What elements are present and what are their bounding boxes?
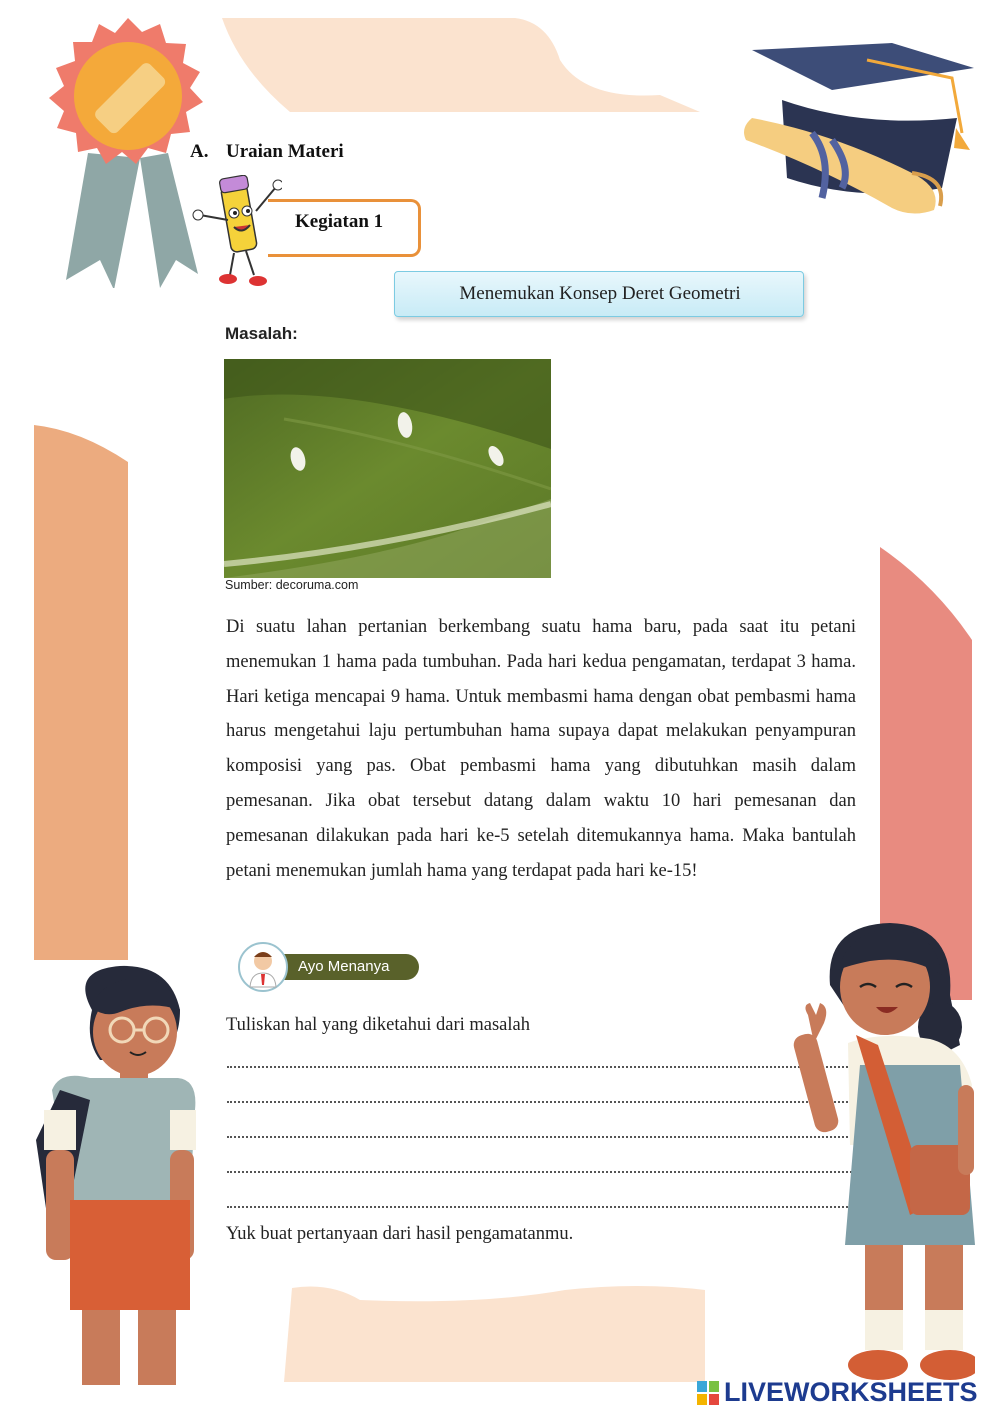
answer-line[interactable] bbox=[227, 1136, 855, 1138]
liveworksheets-brand[interactable]: LIVEWORKSHEETS bbox=[724, 1377, 978, 1407]
topic-title: Menemukan Konsep Deret Geometri bbox=[459, 283, 741, 304]
image-source-caption: Sumber: decoruma.com bbox=[225, 578, 359, 592]
answer-line[interactable] bbox=[227, 1206, 855, 1208]
prompt-known: Tuliskan hal yang diketahui dari masalah bbox=[226, 1015, 530, 1035]
section-heading bbox=[190, 141, 344, 163]
graduation-cap-icon bbox=[742, 38, 977, 223]
ayo-menanya-label: Ayo Menanya bbox=[298, 958, 390, 975]
answer-line[interactable] bbox=[227, 1171, 855, 1173]
student-boy-illustration bbox=[30, 960, 200, 1385]
answer-line[interactable] bbox=[227, 1101, 855, 1103]
prompt-question: Yuk buat pertanyaan dari hasil pengamatanmu. bbox=[226, 1224, 574, 1244]
leaf-pest-photo bbox=[224, 359, 551, 578]
problem-heading: Masalah: bbox=[225, 324, 298, 343]
answer-line[interactable] bbox=[227, 1066, 855, 1068]
liveworksheets-logo-icon bbox=[697, 1381, 719, 1405]
section-number: A. bbox=[190, 141, 209, 162]
student-girl-illustration bbox=[790, 915, 975, 1385]
section-title: Uraian Materi bbox=[226, 141, 344, 162]
problem-text: Di suatu lahan pertanian berkembang suatu hama baru, pada saat itu petani menemukan 1 hama pada tumbuhan. Pada hari kedua pengamatan, terdapat 3 hama. Hari ketiga mencapai 9 hama. Untuk membasmi hama dengan obat pembasmi hama harus mengetahui laju pertumbuhan hama supaya dapat melakukan penyampuran komposisi yang pas. Obat pembasmi hama yang dibutuhkan masih dalam pemesanan. Jika obat tersebut datang dalam waktu 10 hari pemesanan dan pemesanan dilakukan pada hari ke-5 setelah ditemukannya hama. Maka bantulah petani menemukan jumlah hama yang terdapat pada hari ke-15! bbox=[226, 617, 856, 881]
activity-label: Kegiatan 1 bbox=[295, 211, 384, 232]
